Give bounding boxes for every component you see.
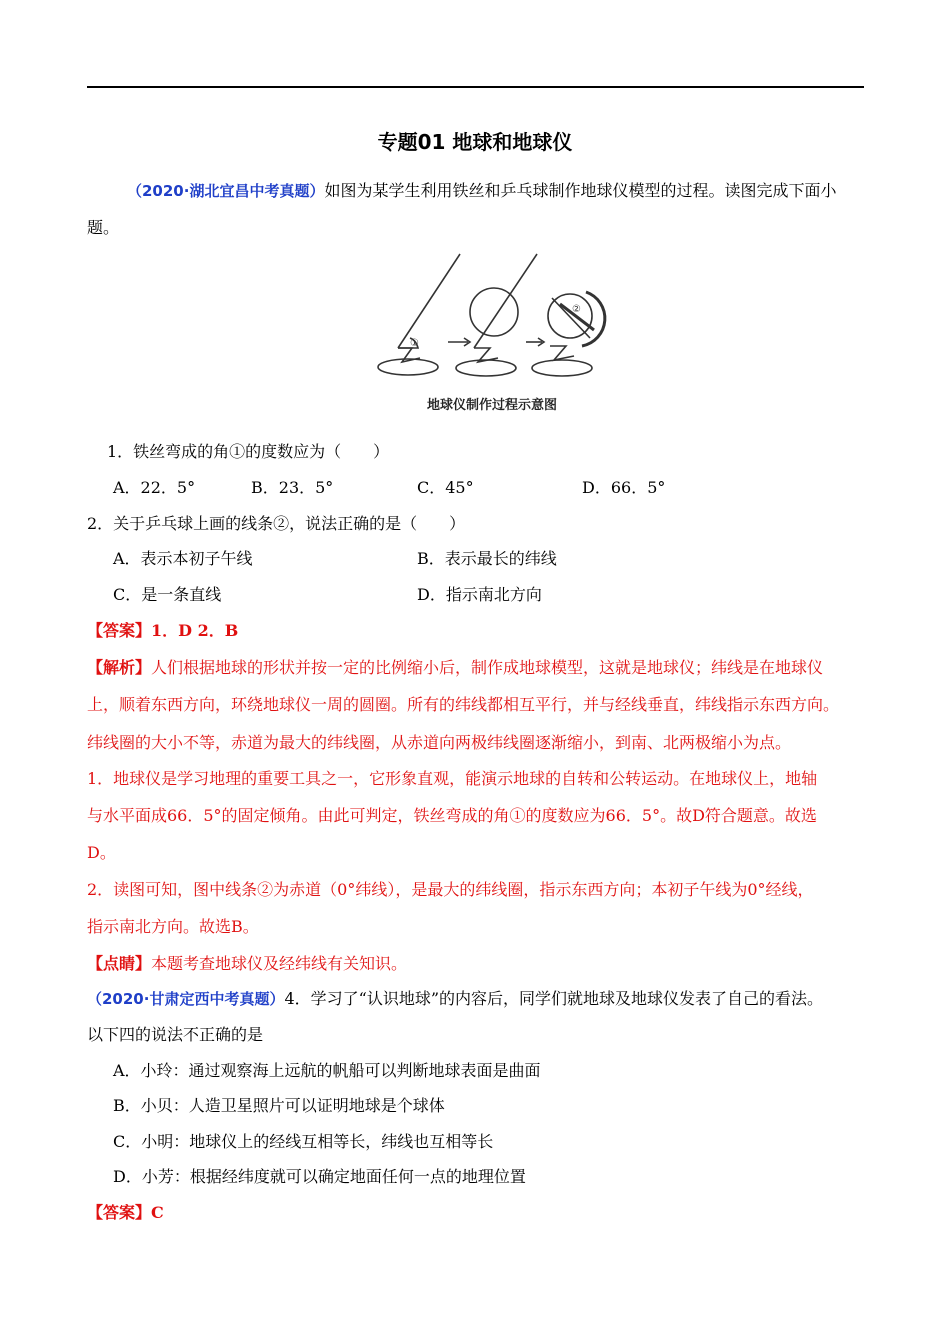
- q4-option-d: D．小芳：根据经纬度就可以确定地面任何一点的地理位置: [113, 1167, 526, 1186]
- comment-line: [87, 953, 407, 975]
- wire-stage-1: [398, 254, 460, 348]
- analysis-line-6: D。: [87, 843, 116, 862]
- base-stage-2: [456, 360, 516, 376]
- comment-text: 本题考查地球仪及经纬线有关知识。: [151, 954, 408, 973]
- comment-tag: 【点睛】: [87, 954, 152, 973]
- q4-stem-1: 4．学习了“认识地球”的内容后，同学们就地球及地球仪发表了自己的看法。: [284, 989, 823, 1008]
- answer-1-line: [87, 620, 238, 642]
- answer-4-line: [87, 1202, 164, 1224]
- q1-option-d: D．66．5°: [582, 478, 666, 497]
- analysis-line-1: [87, 657, 823, 679]
- q4-option-c: C．小明：地球仪上的经线互相等长，纬线也互相等长: [113, 1132, 494, 1151]
- q4-option-a: A．小玲：通过观察海上远航的帆船可以判断地球表面是曲面: [113, 1061, 541, 1080]
- q4-line-1: [87, 988, 823, 1010]
- angle-label: ①: [410, 338, 419, 349]
- analysis-line-4: 1．地球仪是学习地理的重要工具之一，它形象直观，能演示地球的自转和公转运动。在地球仪上，地轴: [87, 769, 818, 788]
- header-rule: [87, 86, 864, 88]
- figure-caption: 地球仪制作过程示意图: [426, 398, 557, 413]
- q1-option-c: C．45°: [417, 478, 474, 497]
- intro-line-1: [127, 180, 836, 202]
- analysis-line-7: 2．读图可知，图中线条②为赤道（0°纬线），是最大的纬线圈，指示东西方向；本初子午线为0°经线，: [87, 880, 814, 899]
- globe-process-diagram: [372, 250, 612, 390]
- line-label: ②: [572, 304, 581, 315]
- answer-4-tag: 【答案】: [87, 1203, 152, 1222]
- analysis-line-8: 指示南北方向。故选B。: [87, 917, 259, 936]
- q4-source: （2020·甘肃定西中考真题）: [87, 990, 285, 1008]
- q1-option-b: B．23．5°: [251, 478, 334, 497]
- answer-tag: 【答案】: [87, 621, 152, 640]
- q2-stem: 2．关于乒乓球上画的线条②，说法正确的是（ ）: [87, 514, 466, 533]
- intro-line-2: 题。: [87, 218, 120, 237]
- answer-text: 1．D 2．B: [151, 621, 239, 640]
- analysis-tag: 【解析】: [87, 658, 152, 677]
- q2-option-d: D．指示南北方向: [417, 585, 542, 604]
- answer-4-text: C: [151, 1203, 164, 1222]
- page-title: 专题01 地球和地球仪: [377, 130, 573, 154]
- q4-option-b: B．小贝：人造卫星照片可以证明地球是个球体: [113, 1096, 445, 1115]
- q1-option-a: A．22．5°: [113, 478, 196, 497]
- axis-stage-3: [552, 298, 590, 338]
- q2-option-c: C．是一条直线: [113, 585, 222, 604]
- analysis-line-5: 与水平面成66．5°的固定倾角。由此可判定，铁丝弯成的角①的度数应为66．5°。故D符合题意。故选: [87, 806, 817, 825]
- globe-making-figure: [372, 250, 612, 420]
- intro-source: （2020·湖北宜昌中考真题）: [127, 182, 325, 200]
- analysis-line-2: 上，顺着东西方向，环绕地球仪一周的圆圈。所有的纬线都相互平行，并与经线垂直，纬线指示东西方向。: [87, 695, 840, 714]
- analysis-line-3: 纬线圈的大小不等，赤道为最大的纬线圈，从赤道向两极纬线圈逐渐缩小，到南、北两极缩小为点。: [87, 733, 792, 752]
- q2-option-a: A．表示本初子午线: [113, 549, 253, 568]
- stand-stage-3: [550, 346, 574, 360]
- q4-stem-2: 以下四的说法不正确的是: [87, 1025, 264, 1044]
- ball-stage-2: [470, 288, 518, 336]
- analysis-text-1: 人们根据地球的形状并按一定的比例缩小后，制作成地球模型，这就是地球仪；纬线是在地球仪: [151, 658, 824, 677]
- intro-text-1: 如图为某学生利用铁丝和乒乓球制作地球仪模型的过程。读图完成下面小: [324, 181, 837, 200]
- q1-stem: 1．铁丝弯成的角①的度数应为（ ）: [107, 442, 390, 461]
- base-stage-3: [532, 360, 592, 376]
- q2-option-b: B．表示最长的纬线: [417, 549, 557, 568]
